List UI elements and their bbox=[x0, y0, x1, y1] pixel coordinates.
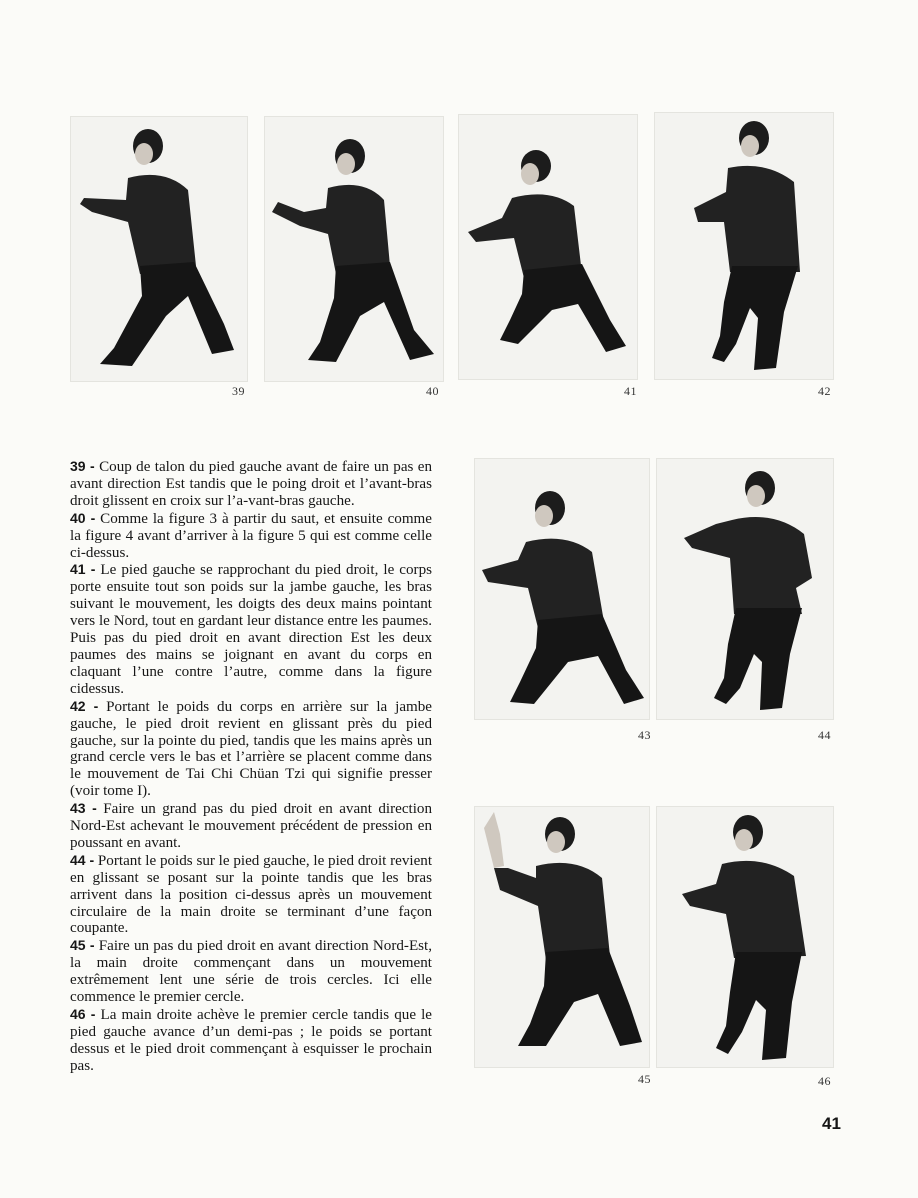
figure-44-silhouette bbox=[656, 458, 834, 720]
figure-number: 41 bbox=[624, 384, 637, 398]
instructions-text bbox=[70, 458, 432, 1075]
instruction-41 bbox=[70, 561, 432, 697]
figure-41-silhouette bbox=[458, 114, 638, 380]
instruction-40 bbox=[70, 510, 432, 562]
figure-46-silhouette bbox=[656, 806, 834, 1068]
figure-42-silhouette bbox=[654, 112, 834, 380]
photo-figure-46 bbox=[656, 806, 834, 1068]
step-number: 41 - bbox=[70, 561, 96, 578]
photo-figure-41 bbox=[458, 114, 638, 380]
photo-figure-43 bbox=[474, 458, 650, 720]
step-text: Le pied gauche se rapprochant du pied droit, le corps porte ensuite tout son poids sur la jambe gauche, les bras suivant le mouvement, les doigts des deux mains pointant vers le Nord, tout en gardant leur distance entre les paumes. Puis pas du pied droit en avant direction Est les deux paumes des mains se joignant en avant du corps en claquant l’une contre l’autre, comme dans la figure cidessus. bbox=[70, 562, 432, 697]
photo-figure-39 bbox=[70, 116, 248, 382]
step-number: 42 - bbox=[70, 697, 99, 714]
figure-39-silhouette bbox=[70, 116, 248, 382]
page-number: 41 bbox=[822, 1114, 841, 1133]
figure-number: 39 bbox=[232, 384, 245, 398]
figure-number: 43 bbox=[638, 728, 651, 742]
step-number: 46 - bbox=[70, 1006, 96, 1022]
figure-number: 40 bbox=[426, 384, 439, 398]
step-text: Portant le poids du corps en arrière sur la jambe gauche, le pied droit revient en glissant près du pied gauche, sur la pointe du pied, tandis que les mains après un grand cercle vers le bas et l’arrière se placent comme dans le mouvement de Tai Chi Chüan Tzi qui signifie presser (voir tome I). bbox=[70, 698, 433, 800]
figure-43-silhouette bbox=[474, 458, 650, 720]
instruction-43 bbox=[70, 800, 432, 852]
photo-figure-45 bbox=[474, 806, 650, 1068]
step-number: 45 - bbox=[70, 937, 95, 954]
step-text: Comme la figure 3 à partir du saut, et ensuite comme la figure 4 avant d’arriver à la figure 5 qui est comme celle ci-dessus. bbox=[70, 510, 433, 561]
figure-number: 45 bbox=[638, 1072, 651, 1086]
step-text: Coup de talon du pied gauche avant de faire un pas en avant direction Est tandis que le poing droit et l’avant-bras droit glissent en croix sur l’a-vant-bras gauche. bbox=[70, 459, 432, 509]
step-number: 39 - bbox=[70, 458, 95, 474]
step-text: Faire un pas du pied droit en avant direction Nord-Est, la main droite commençant dans un mouvement extrêmement lent une série de trois cercles. Ici elle commence le premier cercle. bbox=[70, 938, 432, 1006]
photo-figure-40 bbox=[264, 116, 444, 382]
figure-40-silhouette bbox=[264, 116, 444, 382]
photo-figure-42 bbox=[654, 112, 834, 380]
step-number: 40 - bbox=[70, 509, 96, 526]
instruction-44 bbox=[70, 852, 432, 938]
instruction-39 bbox=[70, 458, 432, 510]
step-text: Portant le poids sur le pied gauche, le pied droit revient en glissant se posant sur la pointe tandis que les bras arrivent dans la position ci-dessus après un mouvement circulaire de la main droite se terminant d’une façon coupante. bbox=[70, 852, 433, 937]
step-number: 44 - bbox=[70, 851, 95, 868]
figure-number: 44 bbox=[818, 728, 831, 742]
instruction-45 bbox=[70, 937, 432, 1006]
figure-number: 46 bbox=[818, 1074, 831, 1088]
photo-figure-44 bbox=[656, 458, 834, 720]
figure-number: 42 bbox=[818, 384, 831, 398]
step-text: Faire un grand pas du pied droit en avant direction Nord-Est achevant le mouvement précédent de pression en poussant en avant. bbox=[70, 801, 432, 851]
instruction-42 bbox=[70, 698, 432, 800]
instruction-46 bbox=[70, 1006, 432, 1075]
step-text: La main droite achève le premier cercle tandis que le pied gauche avance d’un demi-pas ; le poids se portant dessus et le pied droit commençant à esquisser le prochain pas. bbox=[70, 1007, 433, 1074]
step-number: 43 - bbox=[70, 800, 97, 817]
figure-45-silhouette bbox=[474, 806, 650, 1068]
